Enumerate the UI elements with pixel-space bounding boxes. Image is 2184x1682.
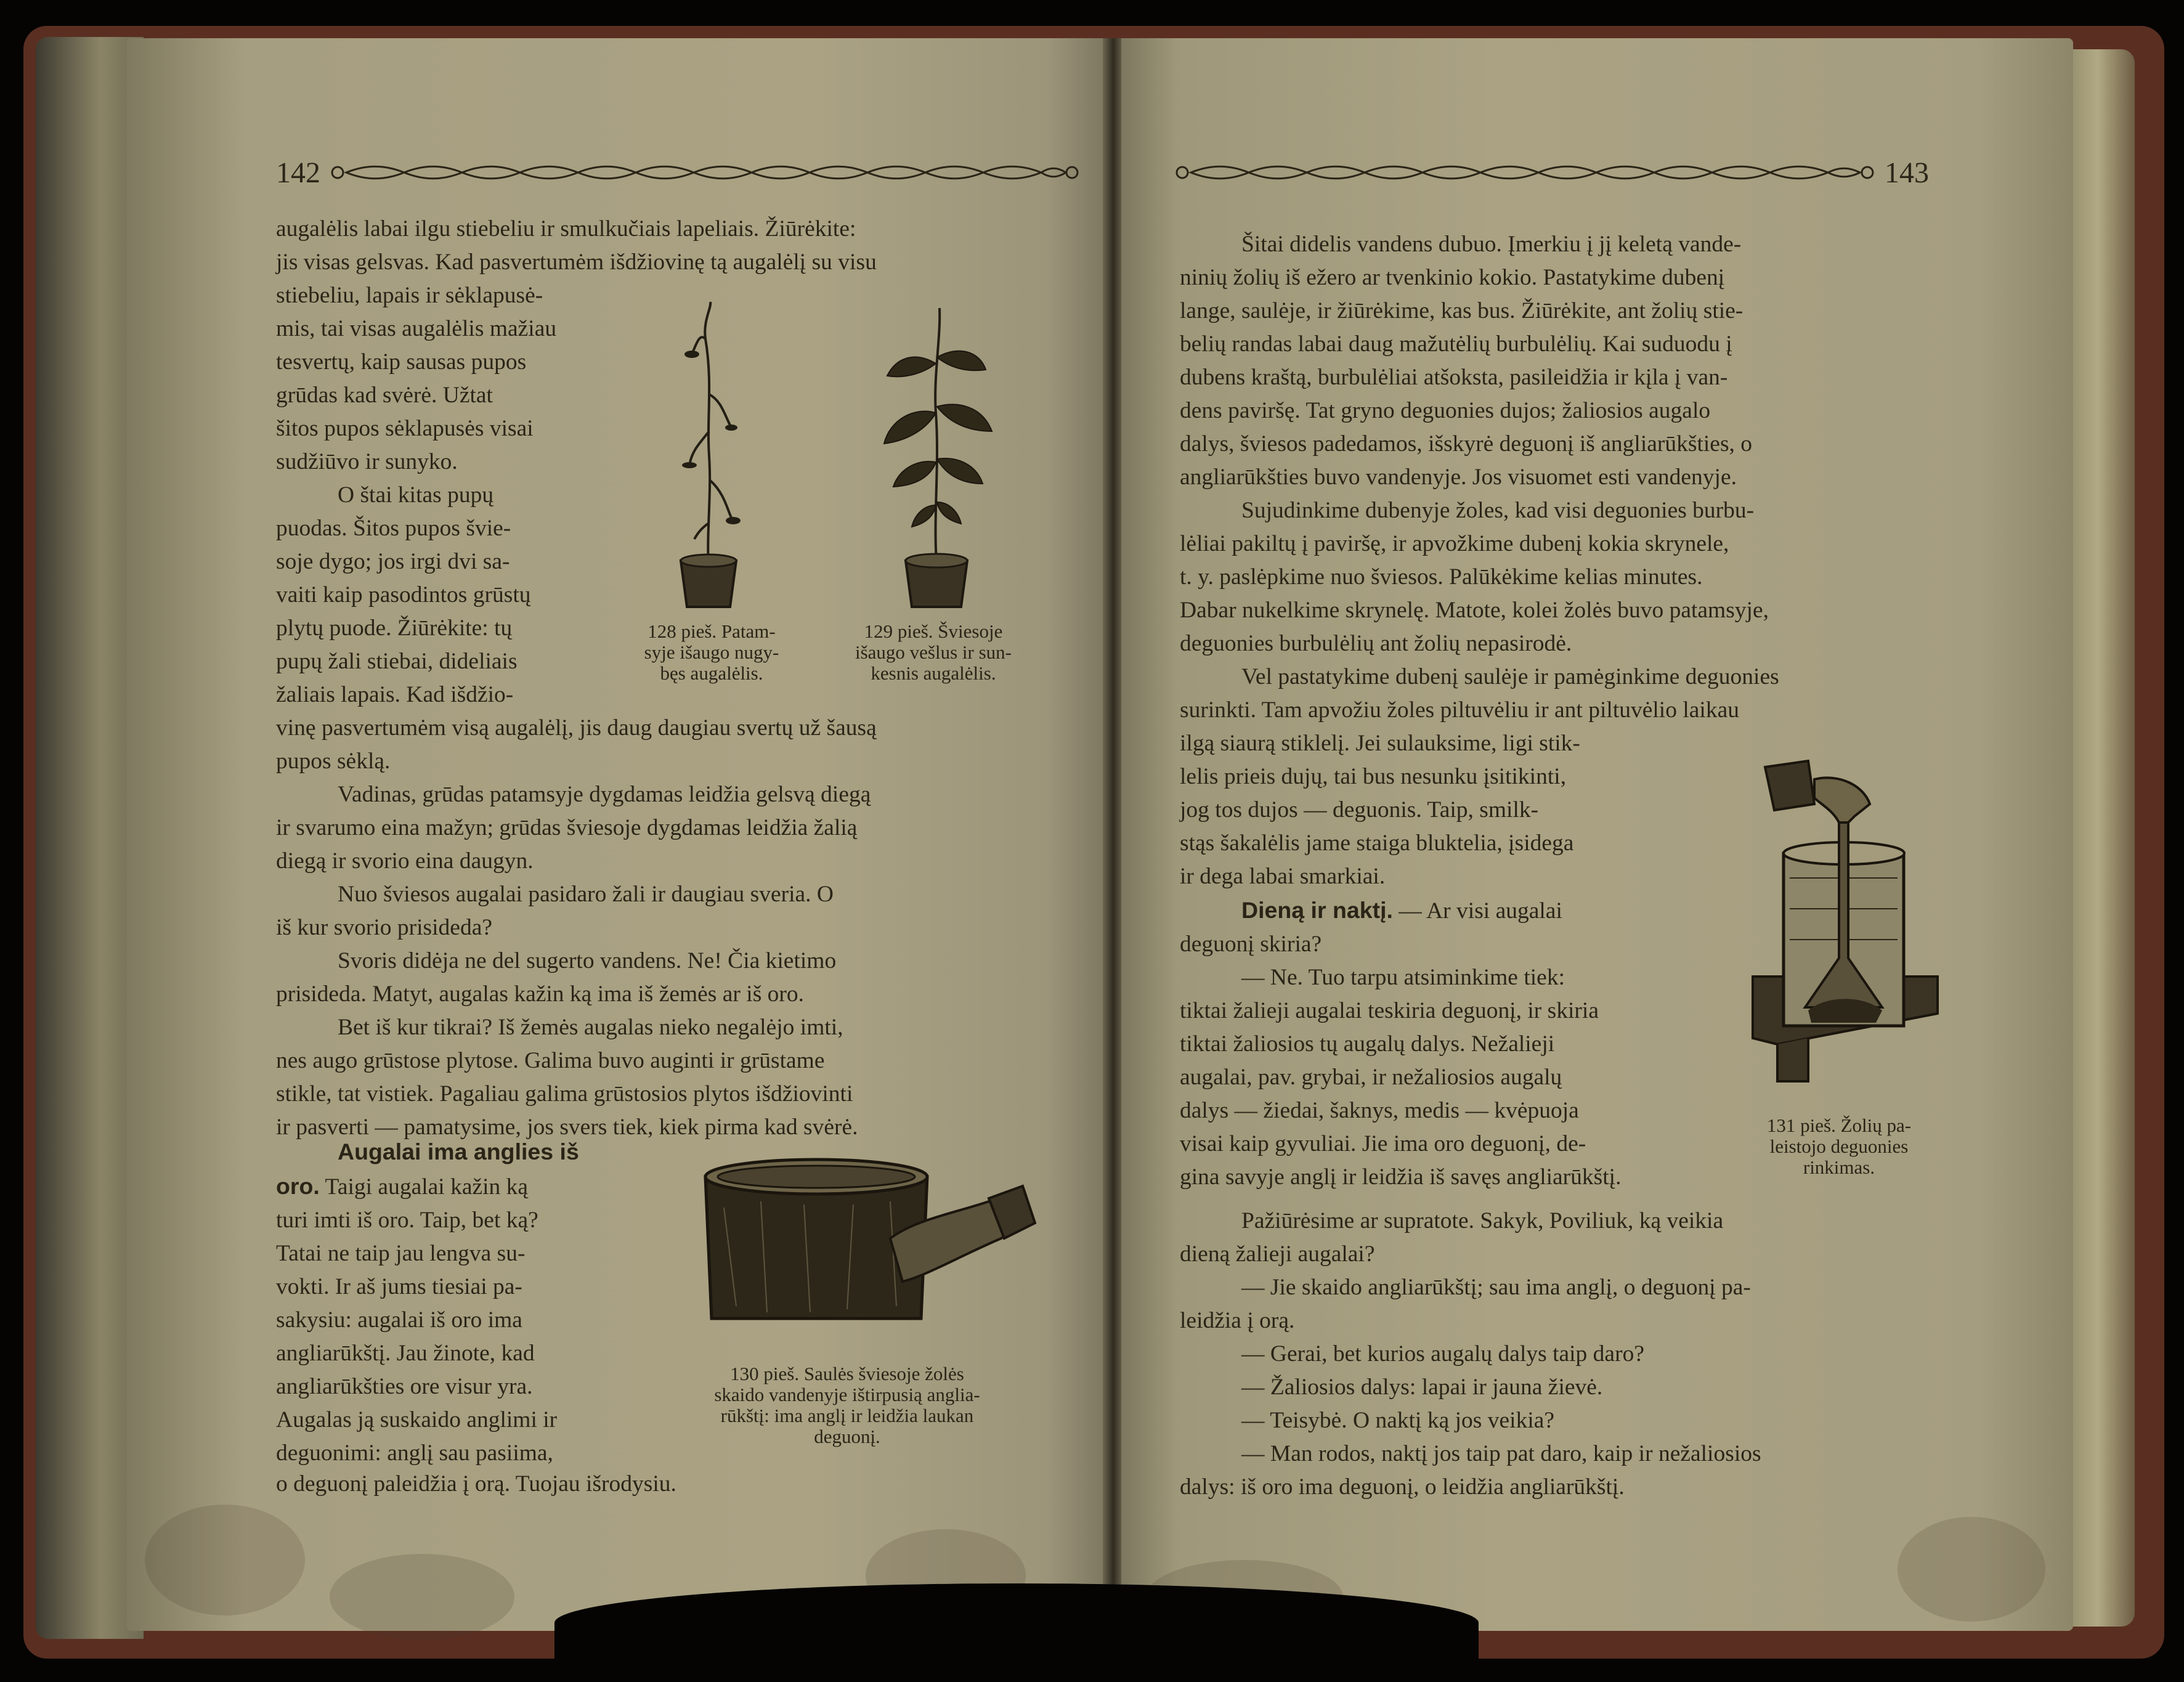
- text-line: pupų žali stiebai, dideliais: [276, 649, 518, 674]
- heading-text: Augalai ima anglies iš: [338, 1139, 579, 1164]
- text-line: ir svarumo eina mažyn; grūdas šviesoje dygdamas leidžia žalią: [276, 815, 858, 840]
- text-line: angliarūkšties ore visur yra.: [276, 1374, 533, 1399]
- text-line: deguonimi: anglį sau pasiima,: [276, 1440, 553, 1466]
- text-line: angliarūkšties buvo vandenyje. Jos visuomet esti vandenyje.: [1180, 465, 1737, 490]
- right-header: [1174, 157, 1929, 188]
- text-line: tesvertų, kaip sausas pupos: [276, 349, 527, 375]
- left-intro: [276, 213, 1037, 279]
- text-line: dalys, šviesos padedamos, išskyrė deguonį iš angliarūkšties, o: [1180, 431, 1753, 457]
- caption-line: rinkimas.: [1803, 1156, 1875, 1178]
- text-line: tiktai žalieji augalai teskiria deguonį, ir skiria: [1180, 998, 1599, 1023]
- caption-line: 128 pieš. Patam-: [647, 620, 776, 642]
- section-heading: [276, 1135, 639, 1169]
- text-line: leidžia į orą.: [1180, 1308, 1295, 1333]
- text-line: visai kaip gyvuliai. Jie ima oro deguonį, de-: [1180, 1131, 1586, 1156]
- figure-130-basin: [668, 1152, 1038, 1337]
- left-middle-text: [276, 712, 1037, 1144]
- caption-line: bęs augalėlis.: [660, 662, 763, 684]
- figure-129-lush-plant: [872, 302, 1001, 616]
- text-fragment: — Ar visi augalai: [1398, 898, 1562, 924]
- text-line: ir pasverti — pamatysime, jos svers tiek, kiek pirma kad svėrė.: [276, 1115, 858, 1140]
- text-line: turi imti iš oro. Taip, bet ką?: [276, 1208, 538, 1233]
- text-line: sudžiūvo ir sunyko.: [276, 449, 458, 474]
- text-line: deguonies burbulėlių ant žolių nepasirodė.: [1180, 631, 1572, 656]
- text-line: plytų puode. Žiūrėkite: tų: [276, 616, 513, 641]
- figure-128-pale-plant: [662, 296, 755, 616]
- text-line: soje dygo; jos irgi dvi sa-: [276, 549, 510, 574]
- text-line: tiktai žaliosios tų augalų dalys. Nežalieji: [1180, 1031, 1555, 1057]
- caption-line: syje išaugo nugy-: [644, 641, 779, 663]
- figure-131-caption: [1737, 1115, 1941, 1178]
- text-line: pupos sėklą.: [276, 749, 391, 774]
- text-line: Pažiūrėsime ar supratote. Sakyk, Poviliuk, ką veikia: [1241, 1208, 1724, 1233]
- page-number: 142: [276, 156, 320, 189]
- section-heading: [1180, 893, 1703, 928]
- left-header: [276, 157, 1081, 188]
- figure-131-jar-apparatus: [1740, 749, 1944, 1094]
- text-line: — Ne. Tuo tarpu atsiminkime tiek:: [1241, 965, 1565, 990]
- stain: [330, 1554, 514, 1640]
- text-line: Augalas ją suskaido anglimi ir: [276, 1407, 558, 1432]
- text-line: deguonį skiria?: [1180, 932, 1322, 957]
- text-line: lelis prieis dujų, tai bus nesunku įsitikinti,: [1180, 764, 1567, 789]
- left-narrow-column: [276, 279, 609, 712]
- text-line: Tatai ne taip jau lengva su-: [276, 1241, 526, 1266]
- text-line: prisideda. Matyt, augalas kažin ką ima iš žemės ar iš oro.: [276, 981, 805, 1007]
- text-line: gina savyje anglį ir leidžia iš savęs angliarūkštį.: [1180, 1164, 1622, 1190]
- text-line: augalėlis labai ilgu stiebeliu ir smulkučiais lapeliais. Žiūrėkite:: [276, 216, 856, 242]
- caption-line: rūkštį: ima anglį ir leidžia laukan: [720, 1405, 974, 1426]
- text-line: dalys: iš oro ima deguonį, o leidžia angliarūkštį.: [1180, 1474, 1625, 1500]
- text-line: Svoris didėja ne del sugerto vandens. Ne! Čia kietimo: [338, 948, 837, 973]
- torn-edge: [554, 1583, 1479, 1682]
- right-narrow-column: [1180, 727, 1703, 1194]
- text-line: o deguonį paleidžia į orą. Tuojau išrodysiu.: [276, 1471, 676, 1497]
- caption-line: deguonį.: [814, 1426, 880, 1447]
- text-line: dieną žalieji augalai?: [1180, 1241, 1375, 1267]
- stain: [145, 1505, 305, 1615]
- text-line: surinkti. Tam apvožiu žoles piltuvėliu ir ant piltuvėlio laikau: [1180, 697, 1739, 723]
- text-line: lėliai pakiltų į paviršę, ir apvožkime dubenį kokia skrynele,: [1180, 531, 1729, 556]
- text-line: — Teisybė. O naktį ką jos veikia?: [1241, 1408, 1555, 1433]
- ornament-rule: [1174, 162, 1876, 183]
- figure-130-caption: [653, 1363, 1041, 1447]
- text-line: Dabar nukelkime skrynelę. Matote, kolei žolės buvo patamsyje,: [1180, 598, 1769, 623]
- text-line: belių randas labai daug mažutėlių burbulėlių. Kai suduodu į: [1180, 331, 1732, 357]
- text-line: vaiti kaip pasodintos grūstų: [276, 582, 531, 607]
- text-line: — Gerai, bet kurios augalų dalys taip daro?: [1241, 1341, 1644, 1367]
- right-top-text: [1180, 228, 1934, 727]
- left-lower-column: [276, 1135, 639, 1470]
- stain: [1898, 1517, 2045, 1622]
- text-line: Sujudinkime dubenyje žoles, kad visi deguonies burbu-: [1241, 498, 1755, 523]
- text-line: Nuo šviesos augalai pasidaro žali ir daugiau sveria. O: [338, 882, 834, 907]
- book-gutter: [1103, 38, 1124, 1631]
- text-line: sakysiu: augalai iš oro ima: [276, 1307, 522, 1333]
- text-line: — Žaliosios dalys: lapai ir jauna žievė.: [1241, 1375, 1603, 1400]
- text-line: dalys — žiedai, šaknys, medis — kvėpuoja: [1180, 1098, 1579, 1123]
- text-line: vokti. Ir aš jums tiesiai pa-: [276, 1274, 522, 1299]
- left-last-line: [276, 1468, 892, 1501]
- text-fragment: Taigi augalai kažin ką: [325, 1174, 529, 1200]
- text-line: angliarūkštį. Jau žinote, kad: [276, 1341, 535, 1366]
- text-line: ninių žolių iš ežero ar tvenkinio kokio. Pastatykime dubenį: [1180, 265, 1725, 290]
- heading-text: Dieną ir naktį.: [1241, 897, 1393, 923]
- caption-line: 131 pieš. Žolių pa-: [1766, 1115, 1912, 1136]
- text-line: iš kur svorio prisideda?: [276, 915, 492, 940]
- text-line: augalai, pav. grybai, ir nežaliosios augalų: [1180, 1065, 1562, 1090]
- text-line: ilgą siaurą stiklelį. Jei sulauksime, ligi stik-: [1180, 731, 1580, 756]
- text-line: stikle, tat vistiek. Pagaliau galima grūstosios plytos išdžiovinti: [276, 1081, 853, 1107]
- text-line: diegą ir svorio eina daugyn.: [276, 848, 534, 874]
- page-number: 143: [1885, 156, 1929, 189]
- text-line: Šitai didelis vandens dubuo. Įmerkiu į jį keletą vande-: [1241, 232, 1742, 257]
- text-line: jis visas gelsvas. Kad pasvertumėm išdžiovinę tą augalėlį su visu: [276, 250, 877, 275]
- caption-line: leistojo deguonies: [1769, 1136, 1909, 1157]
- text-line: nes augo grūstose plytose. Galima buvo auginti ir grūstame: [276, 1048, 825, 1073]
- caption-line: 129 pieš. Šviesoje: [864, 620, 1003, 642]
- text-line: žaliais lapais. Kad išdžio-: [276, 682, 514, 707]
- text-line: dens paviršę. Tat gryno deguonies dujos; žaliosios augalo: [1180, 398, 1711, 423]
- caption-line: išaugo vešlus ir sun-: [855, 641, 1012, 663]
- caption-line: skaido vandenyje ištirpusią anglia-: [714, 1384, 980, 1405]
- text-line: puodas. Šitos pupos švie-: [276, 516, 511, 541]
- text-line: Bet iš kur tikrai? Iš žemės augalas nieko negalėjo imti,: [338, 1015, 843, 1040]
- text-line: O štai kitas pupų: [338, 482, 494, 508]
- right-bottom-text: [1180, 1205, 1938, 1504]
- figure-128-caption: [613, 621, 810, 684]
- text-line: stąs šakalėlis jame staiga bluktelia, įsidega: [1180, 831, 1574, 856]
- text-line: Vel pastatykime dubenį saulėje ir pamėginkime deguonies: [1241, 664, 1779, 689]
- text-line: — Man rodos, naktį jos taip pat daro, kaip ir nežaliosios: [1241, 1441, 1761, 1466]
- text-line: grūdas kad svėrė. Užtat: [276, 383, 493, 408]
- figure-129-caption: [829, 621, 1038, 684]
- ornament-rule: [329, 162, 1081, 183]
- text-line: šitos pupos sėklapusės visai: [276, 416, 534, 441]
- heading-text: oro.: [276, 1173, 320, 1199]
- text-line: [276, 1169, 639, 1204]
- text-line: lange, saulėje, ir žiūrėkime, kas bus. Žiūrėkite, ant žolių stie-: [1180, 298, 1744, 323]
- text-line: stiebeliu, lapais ir sėklapusė-: [276, 283, 543, 308]
- text-line: mis, tai visas augalėlis mažiau: [276, 316, 557, 341]
- text-line: t. y. paslėpkime nuo šviesos. Palūkėkime kelias minutes.: [1180, 564, 1703, 590]
- text-line: jog tos dujos — deguonis. Taip, smilk-: [1180, 797, 1539, 823]
- caption-line: 130 pieš. Saulės šviesoje žolės: [730, 1363, 964, 1384]
- caption-line: kesnis augalėlis.: [871, 662, 996, 684]
- text-line: dubens kraštą, burbulėliai atšoksta, pasileidžia ir kįla į van-: [1180, 365, 1728, 390]
- text-line: Vadinas, grūdas patamsyje dygdamas leidžia gelsvą diegą: [338, 782, 871, 807]
- text-line: vinę pasvertumėm visą augalėlį, jis daug daugiau svertų už šausą: [276, 715, 877, 741]
- text-line: — Jie skaido angliarūkštį; sau ima anglį, o deguonį pa-: [1241, 1275, 1751, 1300]
- text-line: ir dega labai smarkiai.: [1180, 864, 1386, 889]
